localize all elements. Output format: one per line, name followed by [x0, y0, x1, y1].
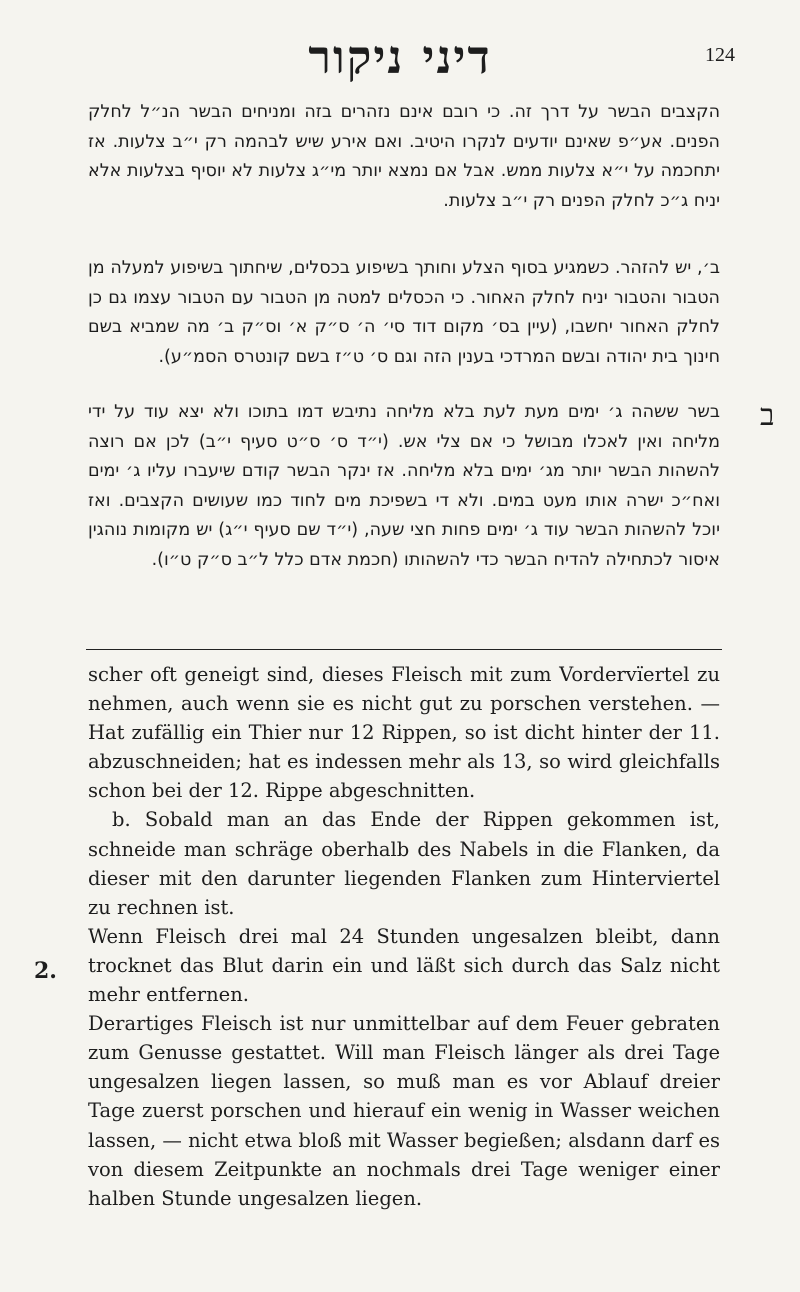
german-paragraph-3: Wenn Fleisch drei mal 24 Stunden ungesalzen bleibt, dann trocknet das Blut darin ein und läßt sich durch das Salz nicht mehr entfernen.	[88, 924, 720, 1007]
hebrew-paragraph-3	[88, 398, 720, 575]
hebrew-paragraph-1	[88, 98, 720, 216]
page-header	[0, 22, 800, 82]
hebrew-text-2: ב׳, יש להזהר. כשמגיע בסוף הצלע וחותך בשיפוע בכסלים, שיחתוך בשיפוע למעלה מן הטבור והטבור יניח לחלק האחור. כי הכסלים למטה מן הטבור עם הטבור עצמו גם כן לחלק האחור יחשבו, (עיין בס׳ מקום דוד סי׳ ה׳ ס״ק א׳ וס״ק ב׳ מה שמביא בשם חינוך בית יהודה ובשם המרדכי בענין הזה וגם ס׳ ט״ז בשם קונטרס הסמ״ע).	[88, 258, 720, 367]
german-paragraph-1: scher oft geneigt sind, dieses Fleisch mit zum Vordervïertel zu nehmen, auch wenn sie es nicht gut zu porschen verstehen. — Hat zufällig ein Thier nur 12 Rippen, so ist dicht hinter der 11. abzuschneiden; hat es indessen mehr als 13, so wird gleichfalls schon bei der 12. Rippe abgeschnitten.	[88, 663, 720, 803]
page-number: 124	[705, 44, 735, 66]
german-paragraph-2: b. Sobald man an das Ende der Rippen gekommen ist, schneide man schräge oberhalb des Nabels in die Flanken, da dieser mit den darunter liegenden Flanken zum Hinterviertel zu rechnen ist.	[88, 808, 720, 919]
hebrew-text-1: הקצבים הבשר על דרך זה. כי רובם אינם נזהרים בזה ומניחים הבשר הנ״ל לחלק הפנים. אע״פ שאינם יודעים לנקרו היטיב. ואם אירע שיש לבהמה רק י״ב צלעות. אז יתחכמה על י״א צלעות ממש. אבל אם נמצא יותר מי״ג צלעות לא יוסיף בצלעות אלא יניח ג״כ לחלק הפנים רק י״ב צלעות.	[88, 102, 720, 211]
page-title: דיני ניקור	[308, 30, 492, 84]
german-translation	[88, 660, 720, 1213]
hebrew-text-3: בשר ששהה ג׳ ימים מעת לעת בלא מליחה נתיבש דמו בתוכו ולא יצא עוד על ידי מליחה ואין לאכלו מבושל כי אם צלי אש. (י״ד ס׳ ס״ט סעיף י״ב) לכן אם רוצה להשהות הבשר יותר מג׳ ימים בלא מליחה. אז ינקר הבשר קודם שיעברו עליו ג׳ ימים ואח״כ ישרה אותו מעט במים. ולא די בשפיכת מים לחוד כמו שעושים הקצבים. ואז יוכל להשהות הבשר עוד ג׳ ימים פחות חצי שעה, (י״ד שם סעיף י״ג) יש מקומות נוהגין איסור לכתחילה להדיח הבשר כדי להשהותו (חכמת אדם כלל ל״ב ס״ק ט״ו).	[88, 402, 720, 570]
hebrew-paragraph-2	[88, 254, 720, 372]
hebrew-section-number: ב	[760, 398, 775, 433]
german-paragraph-4: Derartiges Fleisch ist nur unmittelbar auf dem Feuer gebraten zum Genusse gestattet. Will man Fleisch länger als drei Tage ungesalzen liegen lassen, so muß man es vor Ablauf dreier Tage zuerst porschen und hierauf ein wenig in Wasser weichen lassen, — nicht etwa bloß mit Wasser begießen; alsdann darf es von diesem Zeitpunkte an nochmals drei Tage weniger einer halben Stunde ungesalzen liegen.	[88, 1012, 720, 1210]
german-section-number: 2.	[34, 958, 57, 984]
section-divider	[86, 649, 722, 650]
